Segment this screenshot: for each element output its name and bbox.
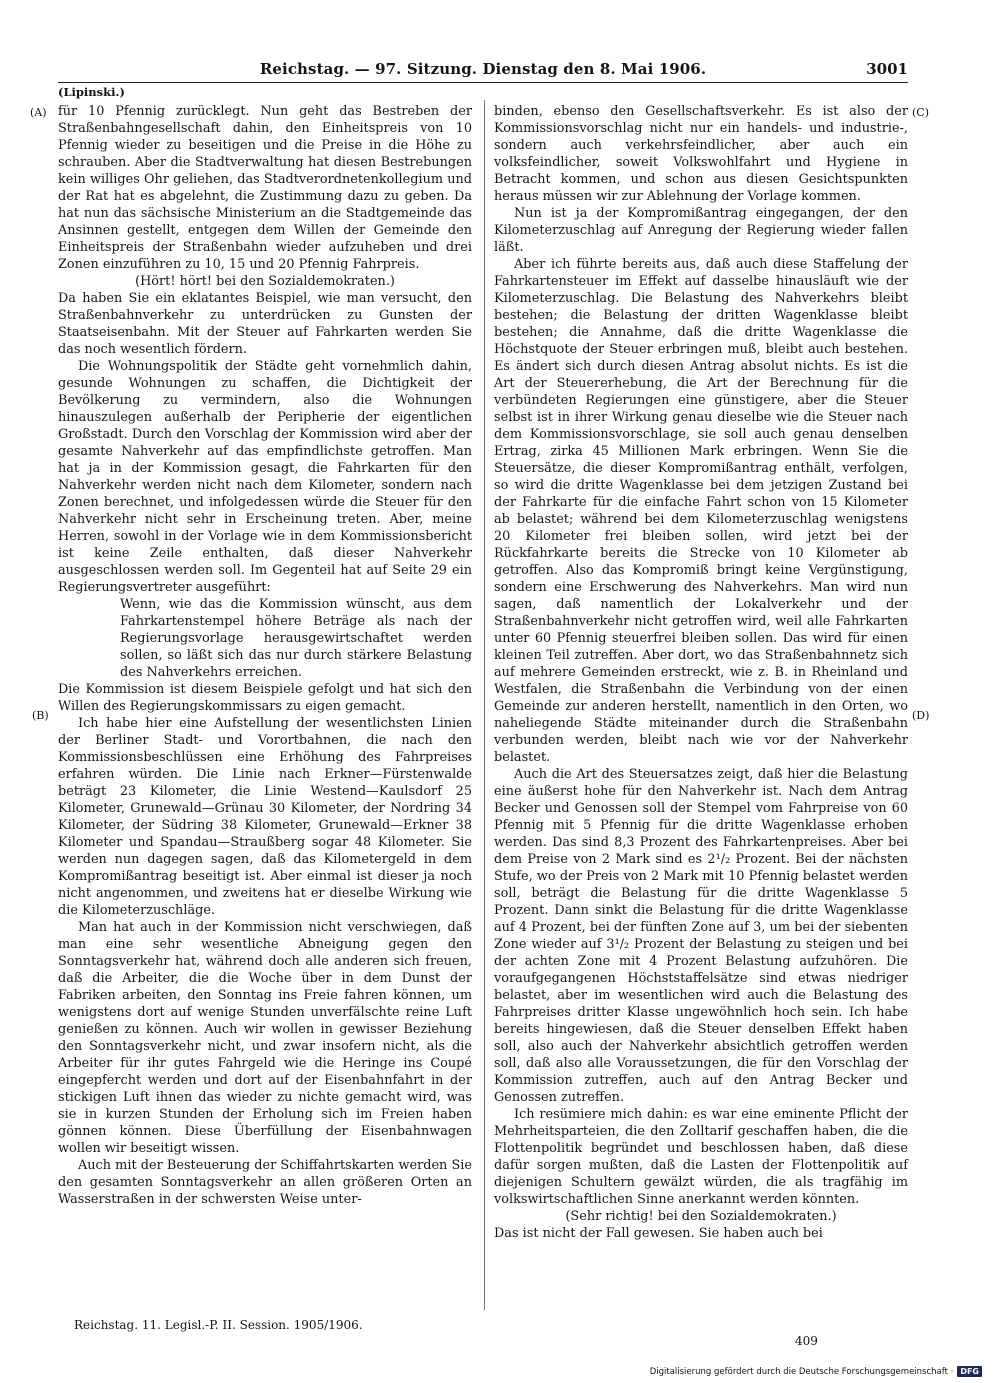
header-page-number: 3001	[866, 60, 908, 78]
paragraph: Ich resümiere mich dahin: es war eine eminente Pflicht der Mehrheitsparteien, die den Zolltarif geschaffen haben, die die Flottenpolitik begründet und beschlossen haben, daß diese dafür sorgen mußten, daß die Lasten der Flottenpolitik auf diejenigen Schultern gewälzt würden, die als tragfähig im volkswirtschaftlichen Sinne anerkannt werden könnten.	[494, 1107, 908, 1207]
interjection: (Sehr richtig! bei den Sozialdemokraten.)	[565, 1209, 837, 1224]
paragraph: Aber ich führte bereits aus, daß auch diese Staffelung der Fahrkartensteuer im Effekt auf dasselbe hinausläuft wie der Kilometerzuschlag. Die Belastung des Nahverkehrs bleibt bestehen; die Belastung der dritten Wagenklasse bleibt bestehen; die Annahme, daß die dritte Wagenklasse die Höchstquote der Steuer erbringen muß, bleibt auch bestehen. Es ändert sich durch diesen Antrag absolut nichts. Es ist die Art der Steuererhebung, die Art der Berechnung für die verbündeten Regierungen eine günstigere, aber die Steuer selbst ist in ihrer Wirkung genau dieselbe wie die Steuer nach dem Kommissionsvorschlage, sie soll auch genau denselben Ertrag, zirka 45 Millionen Mark erbringen. Wenn Sie die Steuersätze, die dieser Kompromißantrag enthält, verfolgen, so wird die dritte Wagenklasse bei dem jetzigen Zustand bei der Fahrkarte für die einfache Fahrt schon von 15 Kilometer ab belastet; während bei dem Kilometerzuschlag wenigstens 20 Kilometer frei bleiben sollen, wird jetzt bei der Rückfahrkarte bereits die Strecke von 10 Kilometer ab getroffen. Also das Kompromiß bringt keine Vergünstigung, sondern eine Erschwerung des Nahverkehrs. Man wird nun sagen, daß namentlich der Lokalverkehr und der Straßenbahnverkehr nicht getroffen wird, weil alle Fahrkarten unter 60 Pfennig steuerfrei bleiben sollen. Das wird für einen kleinen Teil zutreffen. Aber dort, wo das Straßenbahnnetz sich auf mehrere Gemeinden erstreckt, wie z. B. in Rheinland und Westfalen, die Straßenbahn die Verbindung von der einen Gemeinde zur anderen herstellt, namentlich in den Orten, wo naheliegende Städte miteinander durch die Straßenbahn verbunden werden, bleibt nach wie vor der Nahverkehr belastet.	[494, 257, 908, 765]
right-column	[494, 103, 908, 1242]
left-column	[58, 103, 472, 1208]
margin-marker-d: (D)	[912, 709, 930, 722]
paragraph: Ich habe hier eine Aufstellung der wesentlichsten Linien der Berliner Stadt- und Vorortbahnen, die nach den Kommissionsbeschlüssen eine Erhöhung des Fahrpreises erfahren würden. Die Linie nach Erkner—Fürstenwalde beträgt 23 Kilometer, die Linie Westend—Kaulsdorf 25 Kilometer, Grunewald—Grünau 30 Kilometer, der Nordring 34 Kilometer, der Südring 38 Kilometer, Grunewald—Erkner 38 Kilometer und Spandau—Straußberg sogar 48 Kilometer. Sie werden nun dagegen sagen, daß das Kilometergeld in dem Kompromißantrag beseitigt ist. Aber einmal ist dieser ja noch nicht angenommen, und zweitens hat er dieselbe Wirkung wie die Kilometerzuschläge.	[58, 716, 472, 918]
paragraph: Da haben Sie ein eklatantes Beispiel, wie man versucht, den Straßenbahnverkehr zu unterdrücken zu Gunsten der Staatseisenbahn. Mit der Steuer auf Fahrkarten werden Sie das noch wesentlich fördern.	[58, 291, 472, 357]
paragraph: für 10 Pfennig zurücklegt. Nun geht das Bestreben der Straßenbahngesellschaft dahin, den Einheitspreis von 10 Pfennig wieder zu beseitigen und die Preise in die Höhe zu schrauben. Aber die Stadtverwaltung hat diesen Bestrebungen kein williges Ohr geliehen, das Stadtverordnetenkollegium und der Rat hat es abgelehnt, die Zustimmung dazu zu geben. Da hat nun das sächsische Ministerium an die Stadtgemeinde das Ansinnen gestellt, entgegen dem Willen der Gemeinde den Einheitspreis der Straßenbahn wieder aufzuheben und drei Zonen einzuführen zu 10, 15 und 20 Pfennig Fahrpreis.	[58, 104, 472, 272]
paragraph: Die Wohnungspolitik der Städte geht vornehmlich dahin, gesunde Wohnungen zu schaffen, die Dichtigkeit der Bevölkerung zu vermindern, also die Wohnungen hinauszulegen außerhalb der Peripherie der eigentlichen Großstadt. Durch den Vorschlag der Kommission wird aber der gesamte Nahverkehr auf das empfindlichste getroffen. Man hat ja in der Kommission gesagt, die Fahrkarten für den Nahverkehr werden nicht nach dem Kilometer, sondern nach Zonen berechnet, und infolgedessen würde die Steuer für den Nahverkehr nicht sehr in Erscheinung treten. Aber, meine Herren, sowohl in der Vorlage wie in dem Kommissionsbericht ist keine Zeile enthalten, daß dieser Nahverkehr ausgeschlossen werden soll. Im Gegenteil hat auf Seite 29 ein Regierungsvertreter ausgeführt:	[58, 359, 472, 595]
paragraph: Die Kommission ist diesem Beispiele gefolgt und hat sich den Willen des Regierungskommissars zu eigen gemacht.	[58, 682, 472, 714]
header-title: Reichstag. — 97. Sitzung. Dienstag den 8. Mai 1906.	[259, 60, 707, 78]
margin-marker-a: (A)	[30, 106, 47, 119]
paragraph: Man hat auch in der Kommission nicht verschwiegen, daß man eine sehr wesentliche Abneigung gegen den Sonntagsverkehr hat, während doch alle anderen sich freuen, daß die Arbeiter, die die Woche über in dem Dunst der Fabriken arbeiten, den Sonntag ins Freie fahren können, um wenigstens dort auf wenige Stunden unverfälschte reine Luft genießen zu können. Auch wir wollen in gewisser Beziehung den Sonntagsverkehr nicht, und zwar insofern nicht, als die Arbeiter für ihr gutes Fahrgeld wie die Heringe ins Coupé eingepfercht werden und dort auf der Eisenbahnfahrt in der stickigen Luft ihnen das wieder zu nichte gemacht wird, was sie in kurzen Stunden der Erholung sich im Freien haben gönnen können. Diese Überfüllung der Eisenbahnwagen wollen wir beseitigt wissen.	[58, 920, 472, 1156]
column-divider	[484, 100, 485, 1310]
quotation: Wenn, wie das die Kommission wünscht, aus dem Fahrkartenstempel höhere Beträge als nach der Regierungsvorlage herausgewirtschaftet werden sollen, so läßt sich das nur durch stärkere Belastung des Nahverkehrs erreichen.	[120, 597, 472, 680]
paragraph: Auch die Art des Steuersatzes zeigt, daß hier die Belastung eine äußerst hohe für den Nahverkehr ist. Nach dem Antrag Becker und Genossen soll der Stempel vom Fahrpreise von 60 Pfennig mit 5 Pfennig für die dritte Wagenklasse erhoben werden. Das sind 8,3 Prozent des Fahrkartenpreises. Aber bei dem Preise von 2 Mark sind es 2¹/₂ Prozent. Bei der nächsten Stufe, wo der Preis von 2 Mark mit 10 Pfennig belastet werden soll, beträgt die Belastung für die dritte Wagenklasse 5 Prozent. Dann sinkt die Belastung für die dritte Wagenklasse auf 4 Prozent, bei der fünften Zone auf 3, um bei der siebenten Zone wieder auf 3¹/₂ Prozent der Belastung zu steigen und bei der achten Zone mit 4 Prozent Belastung aufzuhören. Die voraufgegangenen Höchststaffelsätze sind etwas niedriger belastet, aber im wesentlichen wird auch die Belastung des Fahrpreises dritter Klasse ungewöhnlich hoch sein. Ich habe bereits hingewiesen, daß die Steuer denselben Effekt haben soll, also auch der Nahverkehr absichtlich getroffen werden soll, daß also alle Voraussetzungen, die für den Vorschlag der Kommission zutreffen, auch auf den Antrag Becker und Genossen zutreffen.	[494, 767, 908, 1105]
credit-text: Digitalisierung gefördert durch die Deutsche Forschungsgemeinschaft ·	[649, 1366, 954, 1377]
paragraph: binden, ebenso den Gesellschaftsverkehr. Es ist also der Kommissionsvorschlag nicht nur ein handels- und industrie-, sondern auch verkehrsfeindlicher, aber auch ein volksfeindlicher, soweit Volkswohlfahrt und Hygiene in Betracht kommen, und schon aus diesen Gesichtspunkten heraus müssen wir zur Ablehnung der Vorlage kommen.	[494, 104, 908, 204]
footer-page-number: 409	[795, 1334, 818, 1348]
margin-marker-c: (C)	[912, 106, 929, 119]
interjection: (Hört! hört! bei den Sozialdemokraten.)	[135, 274, 395, 289]
paragraph: Das ist nicht der Fall gewesen. Sie haben auch bei	[494, 1226, 823, 1241]
speaker-name: (Lipinski.)	[58, 85, 125, 99]
digitization-credit	[650, 1365, 982, 1378]
page-header	[58, 58, 908, 83]
footer-session-info: Reichstag. 11. Legisl.-P. II. Session. 1905/1906.	[74, 1318, 363, 1332]
paragraph: Auch mit der Besteuerung der Schiffahrtskarten werden Sie den gesamten Sonntagsverkehr an allen größeren Orten an Wasserstraßen in der schwersten Weise unter-	[58, 1158, 472, 1207]
margin-marker-b: (B)	[32, 709, 49, 722]
paragraph: Nun ist ja der Kompromißantrag eingegangen, der den Kilometerzuschlag auf Anregung der Regierung wieder fallen läßt.	[494, 206, 908, 255]
dfg-logo: DFG	[957, 1366, 982, 1377]
